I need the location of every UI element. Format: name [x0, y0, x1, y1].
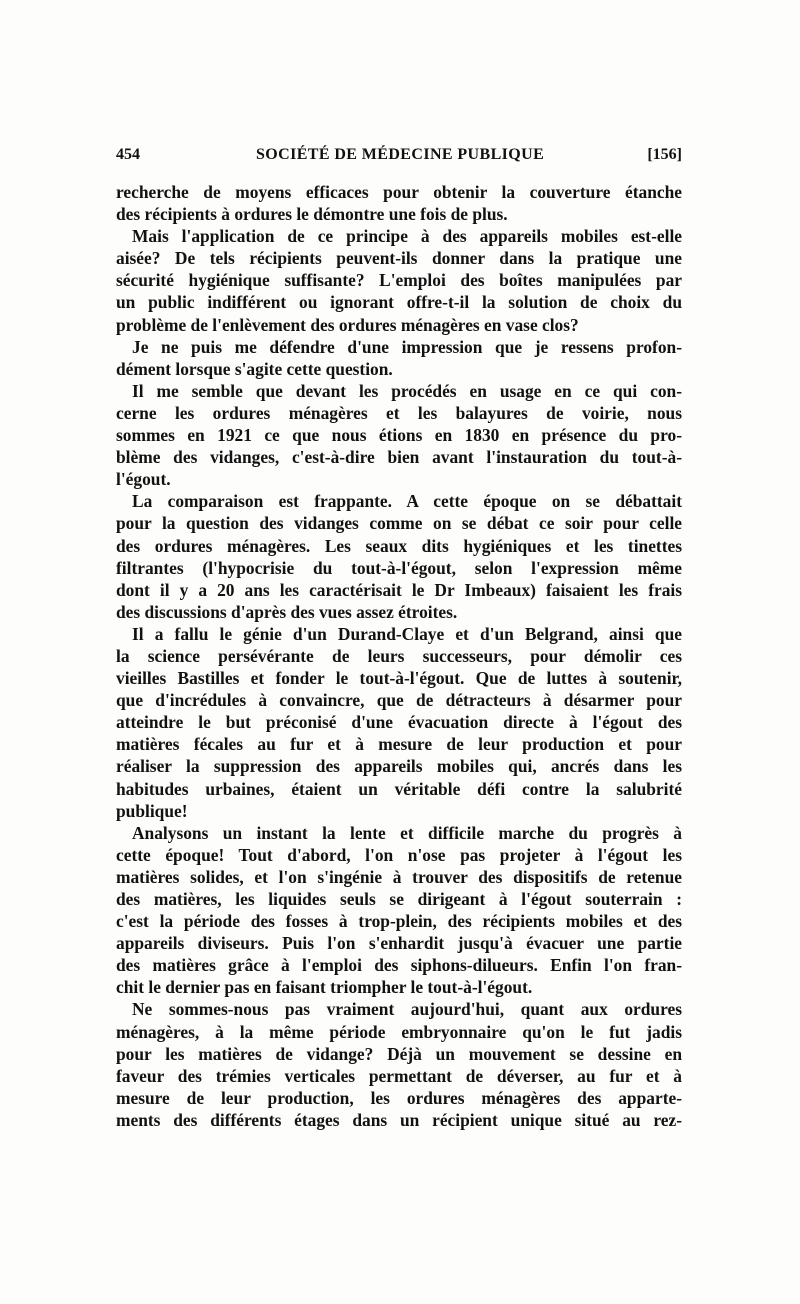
text-line: Analysons un instant la lente et difficile marche du progrès à — [132, 822, 682, 843]
text-line: c'est la période des fosses à trop-plein, des récipients mobiles et des — [116, 911, 682, 932]
text-line: publique! — [116, 800, 188, 821]
text-line: sommes en 1921 ce que nous étions en 1830 en présence du pro- — [116, 425, 682, 446]
text-line: des ordures ménagères. Les seaux dits hygiéniques et les tinettes — [116, 535, 682, 556]
text-line: habitudes urbaines, étaient un véritable défi contre la salubrité — [116, 778, 682, 799]
text-line: mesure de leur production, les ordures ménagères des apparte- — [116, 1087, 682, 1108]
text-line: des discussions d'après des vues assez étroites. — [116, 601, 458, 622]
text-line: Il a fallu le génie d'un Durand-Claye et d'un Belgrand, ainsi que — [132, 623, 682, 644]
text-line: recherche de moyens efficaces pour obtenir la couverture étanche — [116, 182, 682, 202]
text-line: Mais l'application de ce principe à des appareils mobiles est-elle — [132, 226, 682, 247]
text-line: cette époque! Tout d'abord, l'on n'ose pas projeter à l'égout les — [116, 844, 682, 865]
text-line: dément lorsque s'agite cette question. — [116, 358, 393, 379]
text-line: Je ne puis me défendre d'une impression que je ressens profon- — [132, 336, 682, 357]
text-line: ménagères, à la même période embryonnaire qu'on le fut jadis — [116, 1021, 682, 1042]
text-line: aisée? De tels récipients peuvent-ils donner dans la pratique une — [116, 248, 682, 269]
text-line: des matières, les liquides seuls se dirigeant à l'égout souterrain : — [116, 889, 682, 909]
text-line: l'égout. — [116, 469, 171, 490]
text-line: dont il y a 20 ans les caractérisait le Dr Imbeaux) faisaient les frais — [116, 579, 682, 600]
text-line: Il me semble que devant les procédés en usage en ce qui con- — [132, 380, 682, 401]
page-header — [116, 146, 682, 168]
text-line: un public indifférent ou ignorant offre-t-il la solution de choix du — [116, 292, 682, 313]
text-line: problème de l'enlèvement des ordures ménagères en vase clos? — [116, 314, 579, 335]
text-line: appareils diviseurs. Puis l'on s'enhardit jusqu'à évacuer une partie — [116, 933, 682, 954]
text-line: que d'incrédules à convaincre, que de détracteurs à désarmer pour — [116, 690, 682, 711]
text-line: faveur des trémies verticales permettant de déverser, au fur et à — [116, 1065, 682, 1086]
text-line: réaliser la suppression des appareils mobiles qui, ancrés dans les — [116, 756, 682, 777]
text-line: pour la question des vidanges comme on se débat ce soir pour celle — [116, 513, 682, 534]
text-line: La comparaison est frappante. A cette époque on se débattait — [132, 491, 682, 512]
text-line: des récipients à ordures le démontre une fois de plus. — [116, 204, 508, 225]
running-title: SOCIÉTÉ DE MÉDECINE PUBLIQUE — [256, 146, 545, 163]
text-line: Ne sommes-nous pas vraiment aujourd'hui, quant aux ordures — [132, 999, 682, 1020]
text-line: vieilles Bastilles et fonder le tout-à-l'égout. Que de luttes à soutenir, — [116, 668, 682, 689]
text-line: atteindre le but préconisé d'une évacuation directe à l'égout des — [116, 712, 682, 733]
text-line: blème des vidanges, c'est-à-dire bien avant l'instauration du tout-à- — [116, 447, 682, 468]
text-line: filtrantes (l'hypocrisie du tout-à-l'égout, selon l'expression même — [116, 557, 682, 578]
text-line: ments des différents étages dans un récipient unique situé au rez- — [116, 1109, 682, 1130]
text-line: la science persévérante de leurs successeurs, pour démolir ces — [116, 645, 682, 666]
text-line: cerne les ordures ménagères et les balayures de voirie, nous — [116, 402, 682, 423]
original-page-number: [156] — [647, 146, 682, 163]
text-line: sécurité hygiénique suffisante? L'emploi des boîtes manipulées par — [116, 270, 682, 291]
text-line: chit le dernier pas en faisant triompher le tout-à-l'égout. — [116, 977, 533, 998]
page-number: 454 — [116, 146, 140, 163]
body-text — [116, 181, 682, 1131]
text-line: matières fécales au fur et à mesure de leur production et pour — [116, 734, 682, 755]
text-line: pour les matières de vidange? Déjà un mouvement se dessine en — [116, 1043, 682, 1064]
text-line: matières solides, et l'on s'ingénie à trouver des dispositifs de retenue — [116, 866, 682, 887]
text-line: des matières grâce à l'emploi des siphons-dilueurs. Enfin l'on fran- — [116, 955, 682, 976]
